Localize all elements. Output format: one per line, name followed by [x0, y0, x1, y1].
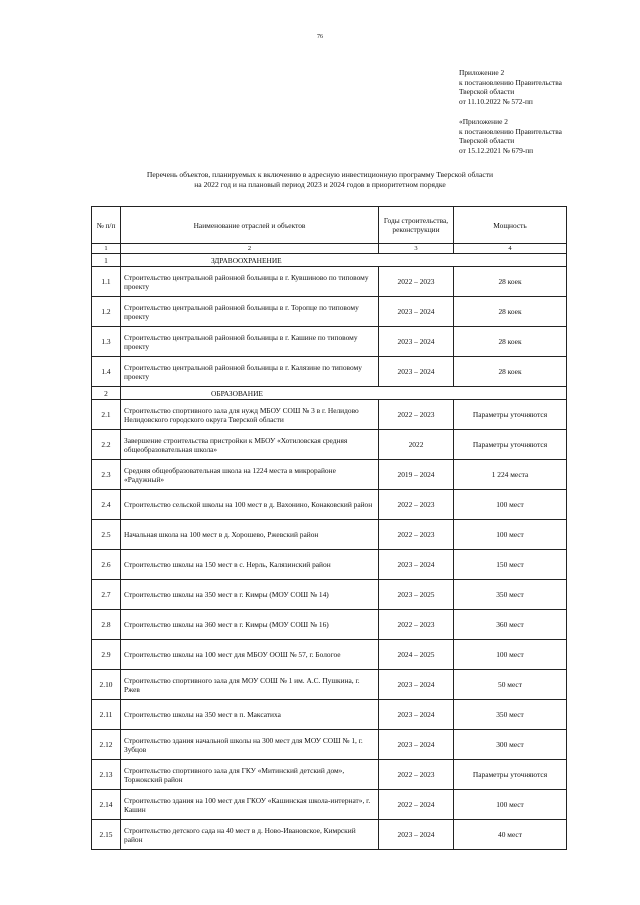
appendix-line: к постановлению Правительства: [459, 77, 562, 87]
appendix-line: к постановлению Правительства: [459, 126, 562, 136]
row-years: 2023 – 2024: [379, 820, 454, 850]
header-years: Годы строительства, реконструкции: [379, 207, 454, 244]
row-number: 2.4: [92, 490, 121, 520]
row-years: 2022 – 2023: [379, 610, 454, 640]
appendix-current: [459, 68, 629, 106]
table-row: [92, 430, 567, 460]
row-capacity: Параметры уточняются: [454, 760, 567, 790]
row-years: 2022 – 2023: [379, 760, 454, 790]
row-years: 2022 – 2024: [379, 790, 454, 820]
row-capacity: 28 коек: [454, 297, 567, 327]
row-number: 1.3: [92, 327, 121, 357]
row-capacity: 150 мест: [454, 550, 567, 580]
row-object-name: Строительство сельской школы на 100 мест в д. Вахонино, Конаковский район: [121, 490, 379, 520]
row-years: 2023 – 2024: [379, 550, 454, 580]
row-capacity: 100 мест: [454, 790, 567, 820]
column-number: 3: [379, 244, 454, 254]
section-number: 2: [92, 387, 121, 400]
row-object-name: Строительство спортивного зала для МОУ СОШ № 1 им. А.С. Пушкина, г. Ржев: [121, 670, 379, 700]
row-object-name: Строительство детского сада на 40 мест в д. Ново-Ивановское, Кимрский район: [121, 820, 379, 850]
row-capacity: 100 мест: [454, 490, 567, 520]
table-row: [92, 550, 567, 580]
row-years: 2023 – 2024: [379, 357, 454, 387]
table-row: [92, 640, 567, 670]
appendix-line: Приложение 2: [459, 68, 505, 77]
row-object-name: Строительство здания начальной школы на 300 мест для МОУ СОШ № 1, г. Зубцов: [121, 730, 379, 760]
table-row: [92, 700, 567, 730]
appendix-line: от 15.12.2021 № 679-пп: [459, 145, 534, 155]
row-capacity: 40 мест: [454, 820, 567, 850]
section-title: ЗДРАВООХРАНЕНИЕ: [121, 254, 567, 267]
row-number: 2.12: [92, 730, 121, 760]
table-row: [92, 760, 567, 790]
row-years: 2023 – 2024: [379, 297, 454, 327]
row-number: 2.15: [92, 820, 121, 850]
objects-table: [91, 206, 567, 850]
column-number: 1: [92, 244, 121, 254]
section-row: [92, 387, 567, 400]
row-years: 2023 – 2024: [379, 670, 454, 700]
table-row: [92, 730, 567, 760]
row-object-name: Начальная школа на 100 мест в д. Хорошево, Ржевский район: [121, 520, 379, 550]
row-capacity: 350 мест: [454, 580, 567, 610]
row-object-name: Завершение строительства пристройки к МБОУ «Хотиловская средняя общеобразовательная школа»: [121, 430, 379, 460]
table-row: [92, 460, 567, 490]
row-object-name: Строительство школы на 100 мест для МБОУ ООШ № 57, г. Бологое: [121, 640, 379, 670]
row-number: 2.1: [92, 400, 121, 430]
row-object-name: Строительство центральной районной больницы в г. Кашине по типовому проекту: [121, 327, 379, 357]
table-row: [92, 490, 567, 520]
heading-line-2: на 2022 год и на плановый период 2023 и 2024 годов в приоритетном порядке: [194, 180, 446, 189]
header-num: № п/п: [92, 207, 121, 244]
table-row: [92, 670, 567, 700]
row-capacity: 28 коек: [454, 267, 567, 297]
table-row: [92, 297, 567, 327]
row-years: 2023 – 2025: [379, 580, 454, 610]
row-capacity: 1 224 места: [454, 460, 567, 490]
appendix-line: Тверской области: [459, 136, 515, 145]
page-number: 76: [317, 34, 323, 40]
row-number: 2.2: [92, 430, 121, 460]
row-object-name: Строительство школы на 350 мест в г. Кимры (МОУ СОШ № 14): [121, 580, 379, 610]
section-row: [92, 254, 567, 267]
table-row: [92, 820, 567, 850]
table-row: [92, 580, 567, 610]
row-capacity: Параметры уточняются: [454, 430, 567, 460]
appendix-line: Тверской области: [459, 87, 515, 96]
row-number: 2.14: [92, 790, 121, 820]
column-number: 2: [121, 244, 379, 254]
section-title: ОБРАЗОВАНИЕ: [121, 387, 567, 400]
row-object-name: Строительство спортивного зала для нужд МБОУ СОШ № 3 в г. Нелидово Нелидовского городского округа Тверской области: [121, 400, 379, 430]
section-number: 1: [92, 254, 121, 267]
table-row: [92, 400, 567, 430]
table-body: [92, 254, 567, 850]
row-number: 2.5: [92, 520, 121, 550]
row-object-name: Строительство центральной районной больницы в г. Калязине по типовому проекту: [121, 357, 379, 387]
column-number-row: [92, 244, 567, 254]
column-number: 4: [454, 244, 567, 254]
appendix-line: от 11.10.2022 № 572-пп: [459, 96, 533, 106]
row-years: 2022: [379, 430, 454, 460]
document-heading: [100, 170, 540, 190]
row-number: 2.11: [92, 700, 121, 730]
row-years: 2019 – 2024: [379, 460, 454, 490]
row-years: 2023 – 2024: [379, 700, 454, 730]
row-capacity: 28 коек: [454, 357, 567, 387]
header-name: Наименование отраслей и объектов: [121, 207, 379, 244]
row-years: 2022 – 2023: [379, 400, 454, 430]
row-number: 2.3: [92, 460, 121, 490]
table-header-row: [92, 207, 567, 244]
row-object-name: Строительство школы на 350 мест в п. Максатиха: [121, 700, 379, 730]
table-row: [92, 327, 567, 357]
table-row: [92, 357, 567, 387]
row-years: 2023 – 2024: [379, 327, 454, 357]
row-number: 2.13: [92, 760, 121, 790]
appendix-line: «Приложение 2: [459, 117, 508, 126]
row-capacity: 28 коек: [454, 327, 567, 357]
row-years: 2022 – 2023: [379, 520, 454, 550]
row-object-name: Строительство школы на 360 мест в г. Кимры (МОУ СОШ № 16): [121, 610, 379, 640]
header-capacity: Мощность: [454, 207, 567, 244]
table-row: [92, 610, 567, 640]
row-years: 2024 – 2025: [379, 640, 454, 670]
row-capacity: 300 мест: [454, 730, 567, 760]
heading-line-1: Перечень объектов, планируемых к включению в адресную инвестиционную программу Тверской области: [146, 170, 494, 179]
row-capacity: 350 мест: [454, 700, 567, 730]
table-row: [92, 790, 567, 820]
table-row: [92, 520, 567, 550]
row-number: 2.7: [92, 580, 121, 610]
row-object-name: Средняя общеобразовательная школа на 1224 места в микрорайоне «Радужный»: [121, 460, 379, 490]
row-years: 2023 – 2024: [379, 730, 454, 760]
row-object-name: Строительство здания на 100 мест для ГКОУ «Кашинская школа-интернат», г. Кашин: [121, 790, 379, 820]
row-number: 2.8: [92, 610, 121, 640]
table-row: [92, 267, 567, 297]
row-years: 2022 – 2023: [379, 490, 454, 520]
row-capacity: 100 мест: [454, 520, 567, 550]
row-capacity: 100 мест: [454, 640, 567, 670]
row-capacity: Параметры уточняются: [454, 400, 567, 430]
row-number: 1.1: [92, 267, 121, 297]
row-number: 2.6: [92, 550, 121, 580]
row-object-name: Строительство школы на 150 мест в с. Нерль, Калязинский район: [121, 550, 379, 580]
row-number: 2.10: [92, 670, 121, 700]
row-years: 2022 – 2023: [379, 267, 454, 297]
row-capacity: 360 мест: [454, 610, 567, 640]
row-capacity: 50 мест: [454, 670, 567, 700]
row-object-name: Строительство центральной районной больницы в г. Торопце по типовому проекту: [121, 297, 379, 327]
row-number: 1.4: [92, 357, 121, 387]
row-object-name: Строительство спортивного зала для ГКУ «Митинский детский дом», Торжокский район: [121, 760, 379, 790]
appendix-previous: [459, 117, 629, 155]
row-object-name: Строительство центральной районной больницы в г. Кувшиново по типовому проекту: [121, 267, 379, 297]
row-number: 1.2: [92, 297, 121, 327]
row-number: 2.9: [92, 640, 121, 670]
